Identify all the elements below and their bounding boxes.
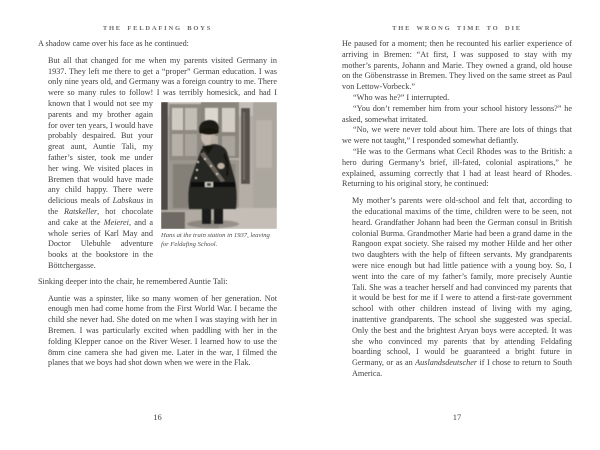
quote-text-segment: in the xyxy=(48,196,153,216)
italic-term: Labskaus xyxy=(112,196,144,206)
left-paragraph-1: A shadow came over his face as he continued: xyxy=(38,39,189,48)
left-paragraph-2: Sinking deeper into the chair, he remembered Auntie Tali: xyxy=(38,276,228,286)
photo-caption: Hans at the train station in 1937, leaving for Feldafing School. xyxy=(161,231,270,248)
quote-text-segment: , and a whole series of Karl May and Doctor Ulebuhle adventure books at the bookstore in the Böttchergasse. xyxy=(48,217,153,270)
quote-text-segment: My mother’s parents were old-school and felt that, according to the educational maxims of the time, children were to be seen, not heard. Grandfather Johann had been the German consul in British colonial Burma. Grandmother Marie had been a grand dame in the Rangoon expat society. She raised my mother Hilde and her other two daughters with the help of fifteen servants. My grandparents were nice enough but had little patience with a young boy. So, I went into the care of my father’s family, more precisely Auntie Tali. She was a teacher herself and had convinced my parents that it would be best for me if I were to attend a first-rate government school with other children instead of living with my aging, inattentive grandparents. The school she suggested was special. Only the best and the brightest Aryan boys were accepted. It was she who convinced my parents that by attending Feldafing boarding school, I would be guaranteed a bright future in Germany, or as an xyxy=(352,196,572,368)
right-paragraph-3: “You don’t remember him from your school history lessons?” he asked, somewhat irritated. xyxy=(342,103,572,124)
italic-term: Ratskeller xyxy=(63,206,98,216)
photo-hans-train-station xyxy=(161,102,277,229)
quote-text-segment: , hot chocolate and cake at the xyxy=(48,206,153,227)
right-page xyxy=(342,0,572,450)
right-page-number: 17 xyxy=(452,412,462,422)
right-blockquote-1 xyxy=(352,196,572,380)
right-running-head: THE WRONG TIME TO DIE xyxy=(392,25,522,32)
quote-text-segment: parents and my brother again for over ten years, I would have probably despaired. But your great aunt, Auntie Tali, my father’s sister, took me under her wing. We visited places in Bremen that would have made any child happy. There were delicious meals of xyxy=(48,109,153,206)
quote-text-segment: if I chose to return to South America. xyxy=(352,358,572,378)
left-page-number: 16 xyxy=(153,412,162,422)
left-running-head: THE FELDAFING BOYS xyxy=(102,25,213,32)
left-page xyxy=(38,0,277,450)
right-paragraph-5: “He was to the Germans what Cecil Rhodes was to the British: a hero during Germany’s brief, ill-fated, colonial aspirations,” he explained, assuming correctly that I had at least heard of Rhodes. Returning to his original story, he continued: xyxy=(342,146,572,189)
italic-term: Auslandsdeutscher xyxy=(415,358,478,368)
quote-text-segment: But all that changed for me when my parents visited Germany in 1937. They left me there to get a “proper” German education. I was only nine years old, and Germany was a foreign country to me. There were so many rules to follow! I was terribly homesick, and had I known that I would not see my xyxy=(48,55,277,108)
right-paragraph-2: “Who was he?” I interrupted. xyxy=(353,92,450,102)
left-blockquote-2: Auntie was a spinster, like so many women of her generation. Not enough men had come home from the First World War. I became the child she never had. She doted on me when I was staying with her in Bremen. I was particularly excited when paddling with her in the folding Klepper canoe on the River Weser. I learned how to use the 8mm cine camera she had given me. Later in the war, I filmed the planes that we boys had shot down when we were in the Flak. xyxy=(48,293,277,368)
right-paragraph-4: “No, we were never told about him. There are lots of things that we were not taught,” I responded somewhat defiantly. xyxy=(342,125,572,146)
italic-term: Meierei xyxy=(103,217,129,227)
right-body-text xyxy=(342,39,572,380)
photo-figure xyxy=(161,102,277,249)
right-paragraph-1: He paused for a moment; then he recounted his earlier experience of arriving in Bremen: “At first, I was supposed to stay with my mother’s parents, Johann and Marie. They owned a grand, old house on the Göbenstrasse in Bremen. They lived on the same street as Paul von Lettow-Vorbeck.” xyxy=(342,39,572,92)
left-body-text xyxy=(38,39,277,369)
left-blockquote-1 xyxy=(48,56,277,272)
